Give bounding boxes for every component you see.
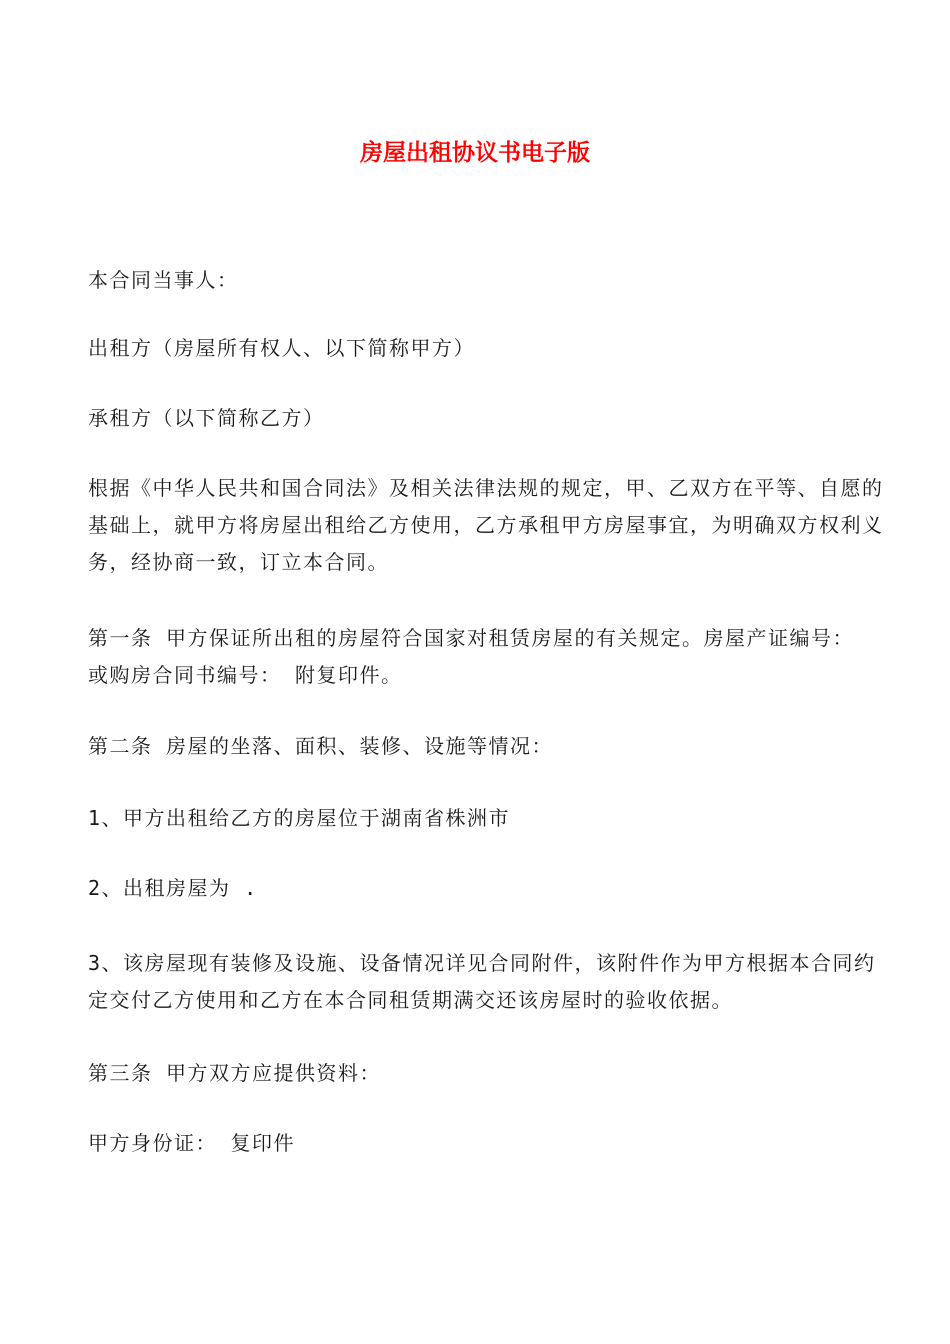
paragraph-article-2: 第二条 房屋的坐落、面积、装修、设施等情况： [88, 734, 554, 758]
document-title: 房屋出租协议书电子版 [360, 140, 590, 166]
paragraph-item-2: 2、出租房屋为 . [88, 876, 258, 900]
paragraph-article-1: 第一条 甲方保证所出租的房屋符合国家对租赁房屋的有关规定。房屋产证编号： 或购房合同书编号： 附复印件。 [88, 626, 868, 687]
paragraph-lessor: 出租方（房屋所有权人、以下简称甲方） [88, 336, 475, 360]
paragraph-id-card: 甲方身份证： 复印件 [88, 1131, 296, 1155]
paragraph-lessee: 承租方（以下简称乙方） [88, 406, 325, 430]
paragraph-item-3: 3、该房屋现有装修及设施、设备情况详见合同附件，该附件作为甲方根据本合同约定交付乙方使用和乙方在本合同租赁期满交还该房屋时的验收依据。 [88, 951, 876, 1012]
paragraph-parties: 本合同当事人： [88, 268, 239, 292]
paragraph-preamble: 根据《中华人民共和国合同法》及相关法律法规的规定，甲、乙双方在平等、自愿的基础上，就甲方将房屋出租给乙方使用，乙方承租甲方房屋事宜，为明确双方权利义务，经协商一致，订立本合同。 [88, 476, 884, 574]
paragraph-article-3: 第三条 甲方双方应提供资料： [88, 1061, 382, 1085]
paragraph-item-1: 1、甲方出租给乙方的房屋位于湖南省株洲市 [88, 806, 511, 830]
